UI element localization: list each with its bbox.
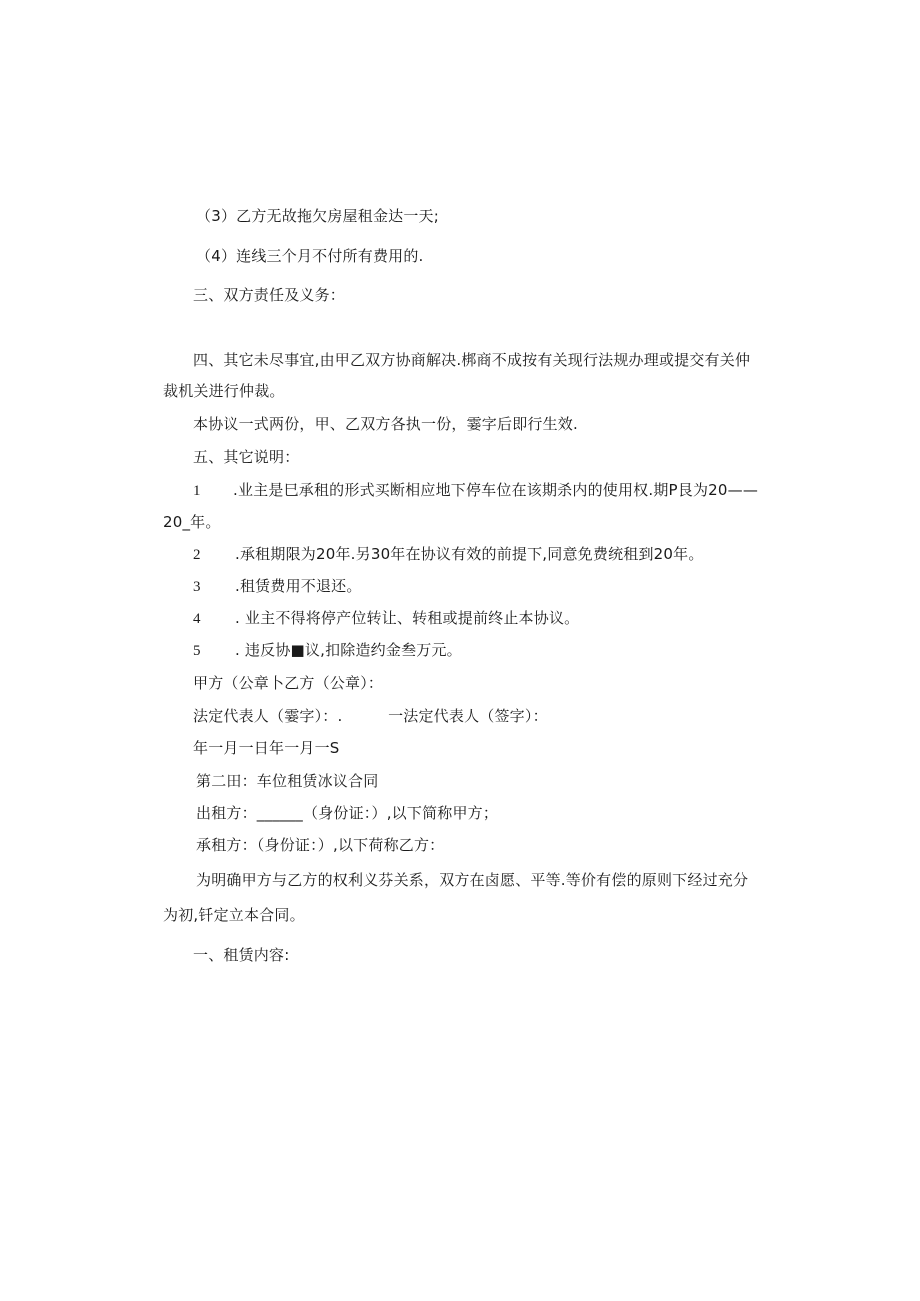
note-1-continuation: 20_年。 [163, 513, 221, 531]
note-number: 4 [193, 611, 201, 627]
note-text: . 业主不得将停产位转让、转租或提前终止本协议。 [235, 609, 580, 627]
note-number: 2 [193, 547, 201, 563]
note-text: .租赁费用不退还。 [235, 577, 362, 595]
note-5 [193, 640, 462, 661]
section-4-line-1: 四、其它未尽事宜,由甲乙双方协商解决.梆商不成按有关现行法规办理或提交有关仲 [193, 351, 751, 369]
clause-4: （4）连线三个月不付所有费用的. [196, 247, 424, 265]
legal-representatives: 法定代表人（霎字）：. 一法定代表人（签字）： [193, 707, 548, 725]
preamble-line-1: 为明确甲方与乙方的权利义芬关系，双方在卤愿、平等.等价有偿的原则下经过充分 [196, 871, 749, 889]
lessee-line: 承租方：（身份证：）,以下荷称乙方： [196, 836, 445, 854]
note-3 [193, 576, 362, 597]
preamble-line-2: 为初,钎定立本合同。 [163, 906, 305, 924]
note-4 [193, 608, 579, 629]
note-1 [193, 480, 758, 501]
section-1-heading: 一、租赁内容: [193, 946, 290, 964]
note-text: . 违反协■议,扣除造约金叁万元。 [235, 641, 462, 659]
note-number: 3 [193, 579, 201, 595]
section-3-heading: 三、双方责任及义务： [193, 286, 346, 304]
section-4-line-2: 裁机关进行仲裁。 [163, 382, 285, 400]
lessor-line: 出租方：______（身份证：）,以下简称甲方； [196, 804, 499, 822]
note-text: .承租期限为20年.另30年在协议有效的前提下,同意免费统租到20年。 [235, 545, 704, 563]
signing-dates: 年一月一日年一月一S [193, 739, 340, 757]
section-5-heading: 五、其它说明： [193, 448, 300, 466]
party-seals: 甲方（公章卜乙方（公章）： [193, 674, 384, 692]
clause-3: （3）乙方无故拖欠房屋租金达一天; [196, 207, 439, 225]
note-text: .业主是巳承租的形式买断相应地下停车位在该期杀内的使用权.期P艮为20—— [233, 481, 759, 499]
note-number: 1 [193, 483, 201, 499]
validity-statement: 本协议一式两份，甲、乙双方各执一份，霎字后即行生效. [193, 415, 578, 433]
note-2 [193, 544, 704, 565]
contract-2-title: 第二田：车位租赁冰议合同 [196, 772, 379, 790]
note-number: 5 [193, 643, 201, 659]
